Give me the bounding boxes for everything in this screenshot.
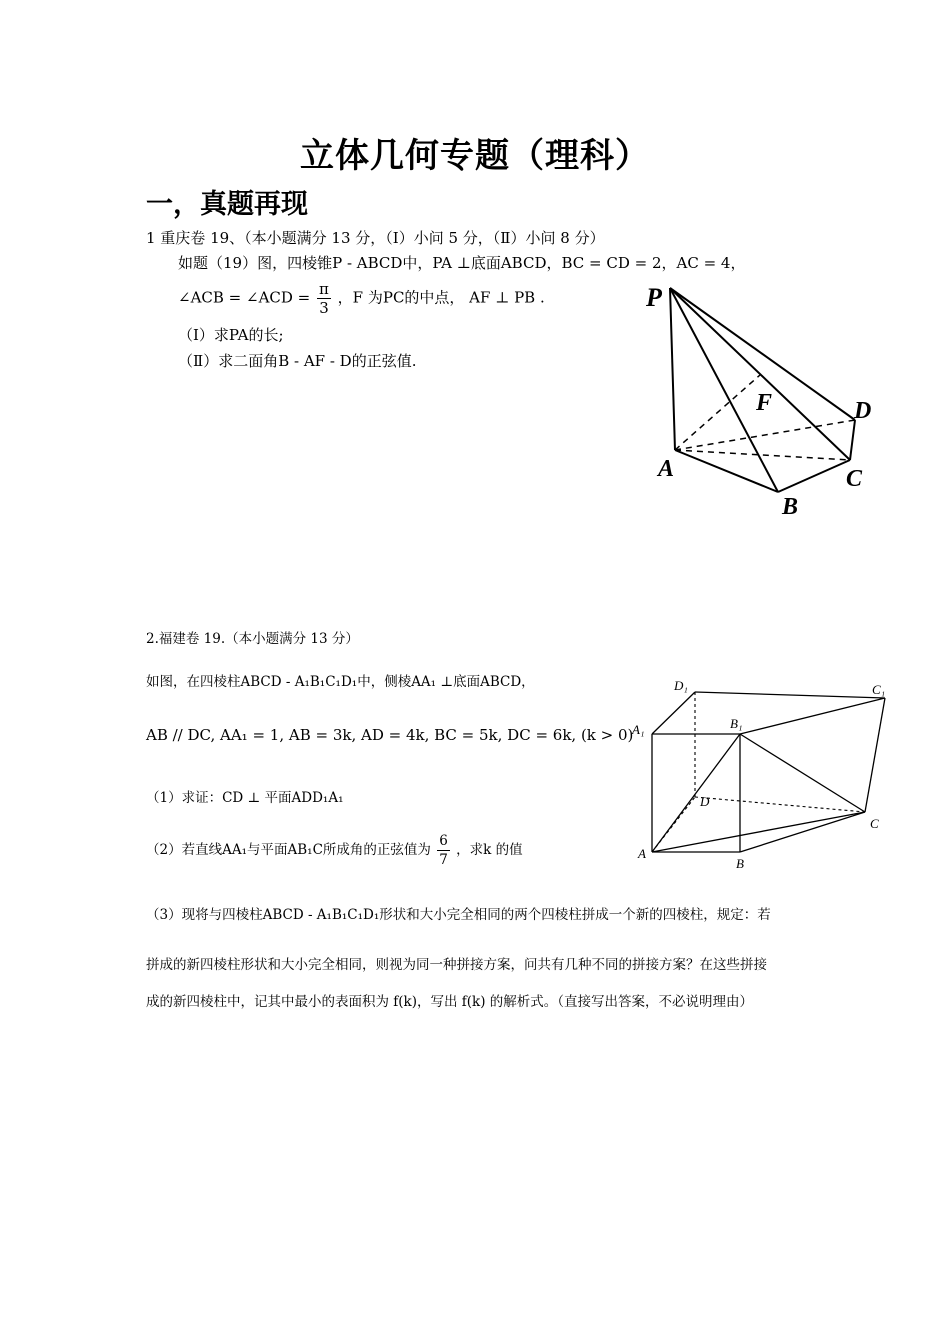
label-B1: B₁	[730, 716, 743, 731]
label-A1: A₁	[632, 722, 645, 737]
problem2-line1: 如图，在四棱柱ABCD - A₁B₁C₁D₁中，侧棱AA₁ ⊥底面ABCD，	[146, 674, 535, 690]
label-D: D	[700, 794, 710, 809]
label-A: A	[638, 846, 646, 861]
label-C: C	[870, 816, 879, 831]
problem2-question2	[146, 832, 523, 869]
problem1-line2	[178, 280, 545, 317]
fraction-numerator: π	[319, 280, 329, 298]
page-title: 立体几何专题（理科）	[300, 136, 650, 176]
fraction-numerator: 6	[439, 833, 448, 849]
problem2-question3-line2: 拼成的新四棱柱形状和大小完全相同，则视为同一种拼接方案，问共有几种不同的拼接方案？在这些拼接	[146, 957, 767, 973]
label-C: C	[846, 466, 863, 492]
prism-figure	[630, 672, 900, 872]
problem2-header: 2.福建卷 19.（本小题满分 13 分）	[146, 631, 359, 647]
problem1-line1: 如题（19）图，四棱锥P - ABCD中，PA ⊥底面ABCD，BC = CD = 2，AC = 4，	[178, 254, 746, 272]
midpoint-condition: ，F 为PC的中点， AF ⊥ PB .	[337, 288, 545, 307]
label-B: B	[736, 856, 744, 871]
label-C1: C₁	[872, 682, 886, 697]
problem1-header: 1 重庆卷 19、（本小题满分 13 分，（Ⅰ）小问 5 分，（Ⅱ）小问 8 分）	[146, 229, 605, 247]
question2-text: （2）若直线AA₁与平面AB₁C所成角的正弦值为	[146, 842, 431, 858]
six-sevenths-fraction	[437, 832, 450, 869]
section-heading: 一，真题再现	[146, 189, 308, 220]
problem1-question1: （Ⅰ）求PA的长;	[178, 326, 284, 344]
pyramid-figure	[640, 280, 900, 520]
problem1-question2: （Ⅱ）求二面角B - AF - D的正弦值.	[178, 352, 417, 370]
label-D1: D₁	[674, 678, 688, 693]
question2-tail: ，求k 的值	[456, 842, 523, 858]
angle-condition: ∠ACB = ∠ACD =	[178, 288, 311, 307]
label-A: A	[658, 456, 675, 482]
fraction-denominator: 7	[439, 852, 448, 868]
problem2-question1: （1）求证：CD ⊥ 平面ADD₁A₁	[146, 790, 344, 806]
label-D: D	[854, 398, 872, 424]
label-F: F	[756, 390, 773, 416]
pi-over-3-fraction	[317, 280, 331, 317]
problem2-line2: AB // DC, AA₁ = 1, AB = 3k, AD = 4k, BC = 5k, DC = 6k, (k > 0)	[146, 726, 634, 744]
problem2-question3-line1: （3）现将与四棱柱ABCD - A₁B₁C₁D₁形状和大小完全相同的两个四棱柱拼成一个新的四棱柱，规定：若	[146, 907, 771, 923]
label-P: P	[646, 283, 662, 312]
fraction-denominator: 3	[319, 299, 329, 317]
label-B: B	[782, 494, 799, 520]
problem2-question3-line3: 成的新四棱柱中，记其中最小的表面积为 f(k)，写出 f(k) 的解析式。（直接写出答案，不必说明理由）	[146, 994, 754, 1010]
